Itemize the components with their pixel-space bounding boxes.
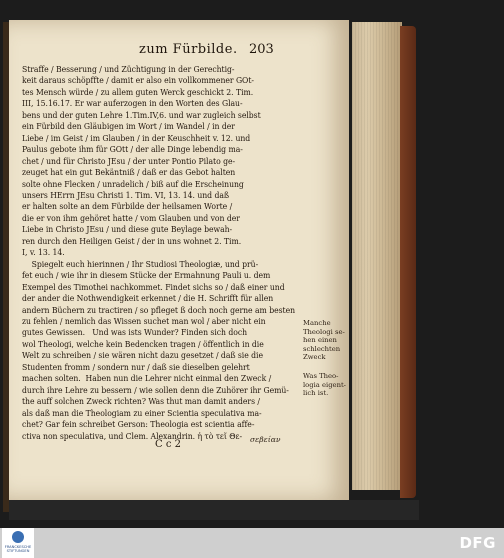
- text-line: wol Theologi, welche kein Bedencken tragen / öffentlich in die: [22, 338, 264, 349]
- text-line: fet euch / wie ihr in diesem Stücke der Ermahnung Pauli u. dem: [22, 270, 271, 281]
- book-cover: [400, 26, 416, 498]
- text-line: bens und der guten Lehre 1.Tim.IV,6. und war zugleich selbst: [22, 109, 261, 120]
- text-line: unsers HErrn JEsu Christi 1. Tim. VI, 13. 14. und daß: [22, 189, 230, 200]
- text-line: I, v. 13. 14.: [22, 247, 65, 258]
- text-line: Studenten fromm / sondern nur / daß sie dieselben gelehrt: [22, 361, 250, 372]
- text-line: ctiva non speculativa, und Clem. Alexandrin. ἡ τὸ τεῖ Θε-: [22, 430, 243, 441]
- text-line: als daß man die Theologiam zu einer Scientia speculativa ma-: [22, 407, 262, 418]
- text-line: Spiegelt euch hierinnen / Ihr Studiosi Theologiæ, und prü-: [22, 258, 259, 269]
- text-line: der ander die Nothwendigkeit erkennet / die H. Schrifft für allen: [22, 293, 274, 304]
- text-line: solte ohne Flecken / unradelich / biß auf die Erscheinung: [22, 178, 244, 189]
- signature-mark: C c 2: [155, 439, 181, 450]
- text-line: tes Mensch würde / zu allem guten Werck geschickt 2. Tim.: [22, 86, 254, 97]
- library-logo[interactable]: [2, 528, 34, 558]
- page-number: 203: [249, 42, 274, 57]
- text-line: Liebe / im Geist / im Glauben / in der Keuschheit v. 12. und: [22, 132, 251, 143]
- text-line: zeuget hat ein gut Bekäntniß / daß er das Gebot halten: [22, 167, 236, 178]
- text-line: chet? Gar fein schreibet Gerson: Theologia est scientia affe-: [22, 419, 255, 430]
- margin-notes: [303, 319, 355, 408]
- text-line: keit daraus schöpffte / damit er also ein vollkommener GOt-: [22, 75, 254, 86]
- text-line: gutes Gewissen. Und was ists Wunder? Finden sich doch: [22, 327, 248, 338]
- text-line: ein Fürbild den Gläubigen im Wort / im Wandel / in der: [22, 121, 235, 132]
- text-line: durch ihre Lehre zu bessern / wie sollen denn die Zuhörer ihr Gemü-: [22, 384, 289, 395]
- margin-note: Manche Theologi se- hen einen schlechten Zweck: [303, 319, 345, 362]
- footer-bar: [0, 528, 504, 558]
- library-emblem-icon: [12, 531, 24, 543]
- scan-background: [9, 500, 419, 520]
- text-line: Liebe in Christo JEsu / und diese gute Beylage bewah-: [22, 224, 233, 235]
- dfg-logo[interactable]: DFG: [459, 534, 496, 552]
- text-line: Paulus gebote ihm für GOtt / der alle Dinge lebendig ma-: [22, 144, 243, 155]
- text-line: ren durch den Heiligen Geist / der in uns wohnet 2. Tim.: [22, 235, 242, 246]
- text-line: machen solten. Haben nun die Lehrer nicht einmal den Zweck /: [22, 373, 272, 384]
- book-page: [9, 20, 349, 500]
- margin-note: Was Theo- logia eigent- lich ist.: [303, 371, 346, 398]
- text-line: Welt zu schreiben / sie wären nicht dazu gesetzet / daß sie die: [22, 350, 263, 361]
- catchword: σεβείαν: [250, 435, 281, 444]
- library-logo-text: FRANCKESCHE STIFTUNGEN: [4, 545, 32, 554]
- text-line: III, 15.16.17. Er war auferzogen in den Worten des Glau-: [22, 98, 243, 109]
- page-edges: [352, 22, 402, 490]
- text-line: Exempel des Timothei nachkommet. Findet sichs so / daß einer und: [22, 281, 285, 292]
- running-head: zum Fürbilde.: [139, 42, 238, 57]
- text-line: er halten solte an dem Fürbilde der heilsamen Worte /: [22, 201, 233, 212]
- text-line: andern Büchern zu tractiren / so pfleget ß doch noch gerne am besten: [22, 304, 296, 315]
- page-body-text: [22, 64, 296, 442]
- text-line: zu fehlen / nemlich das Wissen suchet man wol / aber nicht ein: [22, 315, 266, 326]
- text-line: Straffe / Besserung / und Züchtigung in der Gerechtig-: [22, 64, 235, 74]
- text-line: die er von ihm gehöret hatte / vom Glauben und von der: [22, 212, 240, 223]
- text-line: the auff solchen Zweck richten? Was thut man damit anders /: [22, 396, 260, 407]
- text-line: chet / und für Christo JEsu / der unter Pontio Pilato ge-: [22, 155, 236, 166]
